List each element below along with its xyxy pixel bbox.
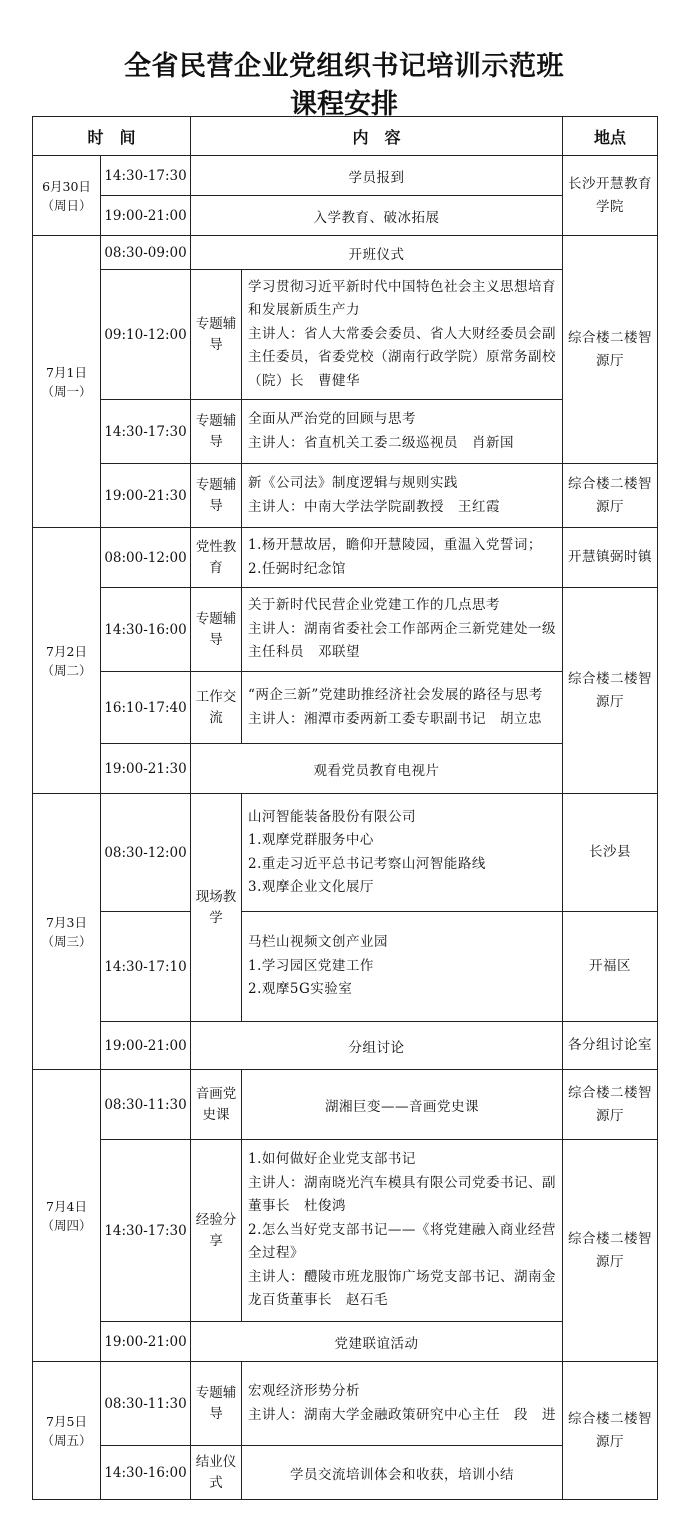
date-label: 7月4日	[46, 1198, 87, 1214]
time-cell: 19:00-21:30	[101, 744, 191, 794]
content-line: 2.重走习近平总书记考察山河智能路线	[248, 855, 486, 872]
content-line: 主讲人：醴陵市班龙服饰广场党支部书记、湖南金龙百货董事长 赵石毛	[248, 1268, 557, 1309]
table-row	[33, 236, 658, 270]
content-line: 主讲人：中南大学法学院副教授 王红霞	[248, 498, 501, 515]
date-cell	[33, 156, 101, 236]
content-line: 主讲人：湖南晓光汽车模具有限公司党委书记、副董事长 杜俊鸿	[248, 1174, 557, 1215]
place-cell: 综合楼二楼智源厅	[563, 236, 658, 464]
content-line: 3.观摩企业文化展厅	[248, 879, 374, 895]
time-cell: 14:30-16:00	[101, 1446, 191, 1500]
content-line: 主讲人：省直机关工委二级巡视员 肖新国	[248, 434, 515, 451]
place-cell: 综合楼二楼智源厅	[563, 1362, 658, 1500]
content-line: 新《公司法》制度逻辑与规则实践	[248, 475, 459, 491]
time-cell: 14:30-17:30	[101, 400, 191, 464]
time-cell: 08:30-11:30	[101, 1362, 191, 1446]
date-cell	[33, 1070, 101, 1362]
content-line: 学习贯彻习近平新时代中国特色社会主义思想培育和发展新质生产力	[248, 278, 557, 319]
weekday-label: （周二）	[41, 662, 92, 678]
content-cell	[242, 400, 563, 464]
date-label: 6月30日	[42, 178, 91, 194]
category-cell: 专题辅导	[191, 464, 242, 528]
content-line: 2.怎么当好党支部书记——《将党建融入商业经营全过程》	[248, 1221, 556, 1262]
content-cell: 观看党员教育电视片	[191, 744, 563, 794]
time-cell: 19:00-21:00	[101, 1022, 191, 1070]
time-cell: 14:30-16:00	[101, 588, 191, 672]
date-cell	[33, 1362, 101, 1500]
table-header-row	[33, 117, 658, 156]
content-line: 主讲人：省人大常委会委员、省人大财经委员会副主任委员，省委党校（湖南行政学院）原常务副校（院）长 曹健华	[248, 325, 557, 389]
content-line: 1.如何做好企业党支部书记	[248, 1151, 416, 1168]
place-cell: 综合楼二楼智源厅	[563, 588, 658, 794]
time-cell: 14:30-17:30	[101, 156, 191, 196]
place-cell: 开福区	[563, 912, 658, 1022]
table-row	[33, 528, 658, 588]
time-cell: 08:30-09:00	[101, 236, 191, 270]
weekday-label: （周三）	[41, 933, 92, 949]
schedule-table	[32, 116, 658, 1500]
content-cell	[242, 270, 563, 400]
time-cell: 16:10-17:40	[101, 672, 191, 744]
time-cell: 14:30-17:10	[101, 912, 191, 1022]
time-cell: 08:30-11:30	[101, 1070, 191, 1140]
time-cell: 19:00-21:30	[101, 464, 191, 528]
date-label: 7月3日	[46, 914, 87, 930]
weekday-label: （周五）	[41, 1432, 92, 1448]
page-title: 全省民营企业党组织书记培训示范班	[124, 51, 564, 82]
content-cell	[242, 672, 563, 744]
category-cell: 工作交流	[191, 672, 242, 744]
place-cell: 综合楼二楼智源厅	[563, 1070, 658, 1140]
content-line: 关于新时代民营企业党建工作的几点思考	[248, 597, 501, 614]
category-cell: 专题辅导	[191, 400, 242, 464]
time-cell: 14:30-17:30	[101, 1140, 191, 1322]
category-cell: 专题辅导	[191, 270, 242, 400]
category-cell: 音画党史课	[191, 1070, 242, 1140]
time-cell: 19:00-21:00	[101, 1322, 191, 1362]
weekday-label: （周一）	[41, 383, 92, 399]
content-cell: 学员报到	[191, 156, 563, 196]
category-cell: 党性教育	[191, 528, 242, 588]
table-row	[33, 588, 658, 672]
place-cell: 各分组讨论室	[563, 1022, 658, 1070]
content-cell	[242, 528, 563, 588]
content-line: 马栏山视频文创产业园	[248, 934, 389, 951]
time-cell: 09:10-12:00	[101, 270, 191, 400]
place-cell: 综合楼二楼智源厅	[563, 464, 658, 528]
content-line: 1.杨开慧故居，瞻仰开慧陵园，重温入党誓词；	[248, 537, 542, 553]
time-cell: 19:00-21:00	[101, 196, 191, 236]
date-cell	[33, 528, 101, 794]
date-label: 7月1日	[46, 364, 87, 380]
table-row	[33, 794, 658, 912]
content-line: 宏观经济形势分析	[248, 1383, 361, 1399]
table-row	[33, 156, 658, 196]
content-cell	[242, 1140, 563, 1322]
place-cell: 综合楼二楼智源厅	[563, 1140, 658, 1362]
page-subtitle: 课程安排	[290, 89, 398, 120]
content-line: 1.观摩党群服务中心	[248, 832, 374, 848]
content-cell	[242, 1362, 563, 1446]
content-cell: 党建联谊活动	[191, 1322, 563, 1362]
content-line: 山河智能装备股份有限公司	[248, 808, 417, 825]
table-row	[33, 1022, 658, 1070]
category-cell: 经验分享	[191, 1140, 242, 1322]
category-cell: 结业仪式	[191, 1446, 242, 1500]
place-cell: 开慧镇弼时镇	[563, 528, 658, 588]
content-cell	[242, 794, 563, 912]
header-time: 时 间	[33, 117, 191, 156]
date-cell	[33, 236, 101, 528]
content-cell: 分组讨论	[191, 1022, 563, 1070]
content-line: 主讲人：湘潭市委两新工委专职副书记 胡立忠	[248, 710, 543, 727]
content-line: 2.观摩5G实验室	[248, 981, 353, 998]
content-cell: 湖湘巨变——音画党史课	[242, 1070, 563, 1140]
place-cell: 长沙开慧教育学院	[563, 156, 658, 236]
weekday-label: （周日）	[41, 197, 92, 213]
content-line: “两企三新”党建助推经济社会发展的路径与思考	[248, 687, 543, 703]
category-cell: 专题辅导	[191, 588, 242, 672]
header-content: 内 容	[191, 117, 563, 156]
category-cell: 专题辅导	[191, 1362, 242, 1446]
content-line: 1.学习园区党建工作	[248, 957, 374, 974]
table-row	[33, 1140, 658, 1322]
content-line: 主讲人：湖南省委社会工作部两企三新党建处一级主任科员 邓联望	[248, 620, 557, 661]
content-line: 全面从严治党的回顾与思考	[248, 411, 417, 427]
content-cell: 学员交流培训体会和收获，培训小结	[242, 1446, 563, 1500]
table-row	[33, 1070, 658, 1140]
content-cell	[242, 588, 563, 672]
content-cell: 开班仪式	[191, 236, 563, 270]
content-line: 主讲人：湖南大学金融政策研究中心主任 段 进	[248, 1406, 557, 1423]
content-cell: 入学教育、破冰拓展	[191, 196, 563, 236]
content-line: 2.任弼时纪念馆	[248, 560, 346, 577]
time-cell: 08:30-12:00	[101, 794, 191, 912]
header-place: 地点	[563, 117, 658, 156]
content-cell	[242, 464, 563, 528]
content-cell	[242, 912, 563, 1022]
place-cell: 长沙县	[563, 794, 658, 912]
date-label: 7月2日	[46, 643, 87, 659]
date-label: 7月5日	[46, 1413, 87, 1429]
weekday-label: （周四）	[41, 1217, 92, 1233]
time-cell: 08:00-12:00	[101, 528, 191, 588]
table-row	[33, 1362, 658, 1446]
category-cell: 现场教学	[191, 794, 242, 1022]
table-row	[33, 464, 658, 528]
date-cell	[33, 794, 101, 1070]
table-row	[33, 912, 658, 1022]
